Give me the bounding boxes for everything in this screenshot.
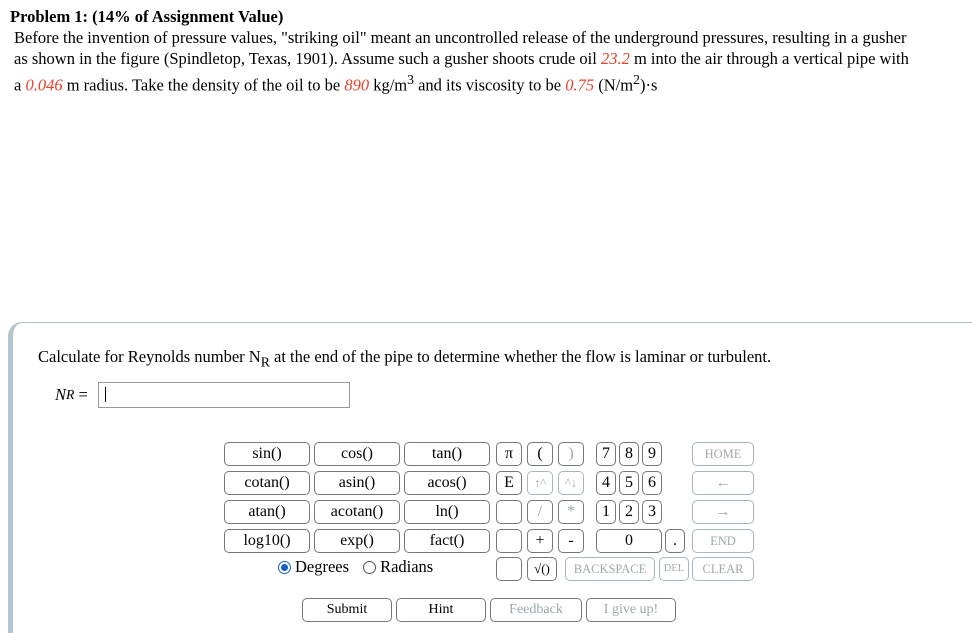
backspace-button[interactable]: BACKSPACE: [565, 557, 655, 581]
problem-text-3d: and its viscosity to be: [413, 75, 566, 95]
text-caret: [105, 387, 106, 402]
digit-7-button[interactable]: 7: [596, 442, 616, 466]
problem-statement: [10, 6, 970, 96]
end-button[interactable]: END: [692, 529, 754, 553]
atan-button[interactable]: atan(): [224, 500, 310, 524]
exp-button[interactable]: exp(): [314, 529, 400, 553]
question-text-b: at the end of the pipe to determine whether the flow is laminar or turbulent.: [269, 347, 772, 366]
left-paren-button[interactable]: (: [527, 442, 553, 466]
give-up-button[interactable]: I give up!: [586, 598, 676, 622]
problem-text-3c: kg/m: [369, 75, 408, 95]
submit-button[interactable]: Submit: [302, 598, 392, 622]
ln-button[interactable]: ln(): [404, 500, 490, 524]
digit-1-button[interactable]: 1: [596, 500, 616, 524]
answer-label: N: [55, 385, 67, 404]
blank-key-2[interactable]: [496, 529, 522, 553]
digit-6-button[interactable]: 6: [642, 471, 662, 495]
pi-button[interactable]: π: [496, 442, 522, 466]
digit-2-button[interactable]: 2: [619, 500, 639, 524]
delete-button[interactable]: DEL: [659, 557, 689, 581]
acos-button[interactable]: acos(): [404, 471, 490, 495]
question-subscript: R: [260, 354, 270, 370]
divide-button[interactable]: /: [527, 500, 553, 524]
answer-label-subscript: R: [66, 387, 75, 402]
answer-row: [55, 382, 350, 408]
acotan-button[interactable]: acotan(): [314, 500, 400, 524]
digit-5-button[interactable]: 5: [619, 471, 639, 495]
decimal-point-button[interactable]: .: [665, 529, 685, 553]
hint-button[interactable]: Hint: [396, 598, 486, 622]
home-button[interactable]: HOME: [692, 442, 754, 466]
superscript-down-button[interactable]: ^↓: [558, 471, 584, 495]
radians-radio[interactable]: [363, 561, 376, 574]
digit-4-button[interactable]: 4: [596, 471, 616, 495]
problem-text-2b: m into the air through a vertical pipe with: [629, 49, 909, 68]
minus-button[interactable]: -: [558, 529, 584, 553]
question-text: [38, 347, 771, 370]
density-value: 890: [344, 75, 370, 95]
sqrt-button[interactable]: √(): [527, 557, 557, 581]
exponent-e-button[interactable]: E: [496, 471, 522, 495]
digit-9-button[interactable]: 9: [642, 442, 662, 466]
feedback-button[interactable]: Feedback: [490, 598, 582, 622]
fact-button[interactable]: fact(): [404, 529, 490, 553]
cotan-button[interactable]: cotan(): [224, 471, 310, 495]
question-text-a: Calculate for Reynolds number N: [38, 347, 261, 366]
problem-text-2a: as shown in the figure (Spindletop, Texas, 1901). Assume such a gusher shoots crude oil: [14, 49, 601, 68]
problem-text-3b: m radius. Take the density of the oil to be: [62, 75, 345, 95]
problem-text: [10, 27, 970, 96]
problem-title: Problem 1: (14% of Assignment Value): [10, 7, 284, 26]
log10-button[interactable]: log10(): [224, 529, 310, 553]
digit-8-button[interactable]: 8: [619, 442, 639, 466]
cursor-left-button[interactable]: ←: [692, 471, 754, 495]
answer-equals: =: [74, 385, 92, 404]
degrees-radio[interactable]: [278, 561, 291, 574]
digit-0-button[interactable]: 0: [596, 529, 662, 553]
viscosity-value: 0.75: [565, 75, 595, 95]
viscosity-unit-exponent: 2: [633, 72, 640, 87]
asin-button[interactable]: asin(): [314, 471, 400, 495]
degrees-label: Degrees: [295, 557, 350, 576]
plus-button[interactable]: +: [527, 529, 553, 553]
problem-text-3f: )·s: [639, 75, 658, 95]
radius-value: 0.046: [25, 75, 63, 95]
multiply-button[interactable]: *: [558, 500, 584, 524]
angle-mode-group: [278, 557, 433, 577]
digit-3-button[interactable]: 3: [642, 500, 662, 524]
blank-key-1[interactable]: [496, 500, 522, 524]
tan-button[interactable]: tan(): [404, 442, 490, 466]
blank-key-3[interactable]: [496, 557, 522, 581]
cursor-right-button[interactable]: →: [692, 500, 754, 524]
sin-button[interactable]: sin(): [224, 442, 310, 466]
height-value: 23.2: [600, 49, 630, 68]
cos-button[interactable]: cos(): [314, 442, 400, 466]
radians-label: Radians: [380, 557, 434, 576]
problem-text-1: Before the invention of pressure values, "striking oil" meant an uncontrolled release of the underground pressures, resulting in a gusher: [14, 28, 907, 47]
superscript-up-button[interactable]: ↑^: [527, 471, 553, 495]
problem-text-3a: a: [14, 75, 26, 95]
problem-text-3e: (N/m: [594, 75, 634, 95]
density-unit-exponent: 3: [407, 72, 414, 87]
answer-input[interactable]: [98, 382, 350, 408]
clear-button[interactable]: CLEAR: [692, 557, 754, 581]
right-paren-button[interactable]: ): [558, 442, 584, 466]
